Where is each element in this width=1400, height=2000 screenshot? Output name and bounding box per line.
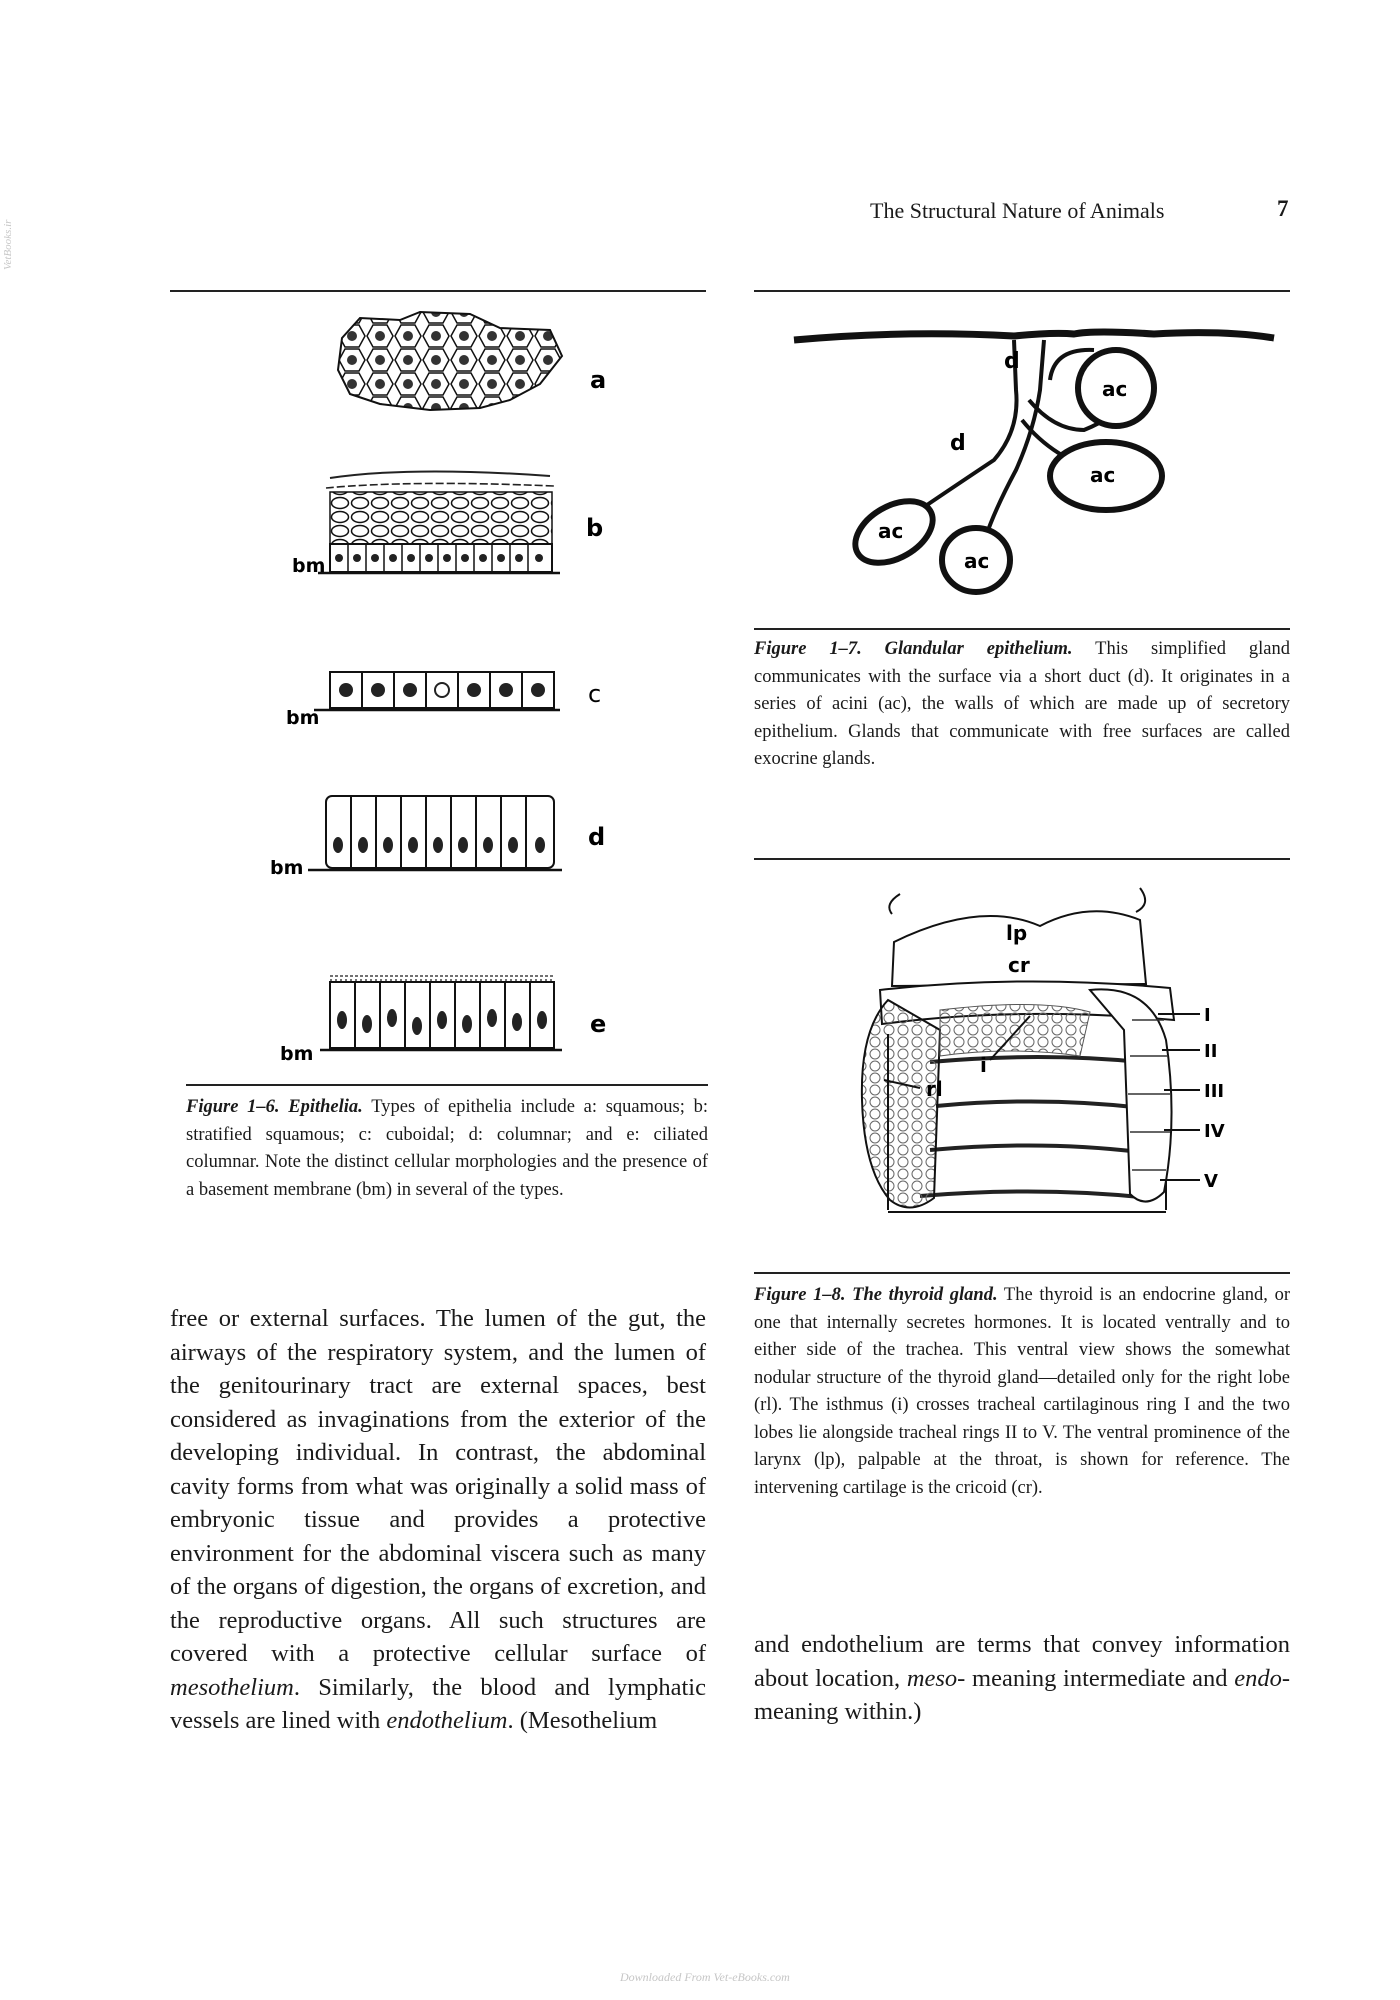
term-meso: meso-: [906, 1664, 966, 1692]
body-right-part-2: meaning intermediate and: [972, 1664, 1228, 1692]
figure-1-6-caption-text: Types of epithelia include a: squamous; b: stratified squamous; c: cuboidal; d: columnar; and e: ciliated columnar. Note the distinct cellular morphologies and the presence of a basement membrane (bm) in several of the types.: [186, 1097, 709, 1200]
label-a: a: [590, 366, 607, 394]
body-text-left-column: [170, 1302, 706, 1738]
label-cr: cr: [1008, 953, 1030, 977]
label-ring-V: V: [1204, 1171, 1218, 1192]
figure-1-6-epithelia: [170, 300, 706, 1080]
figure-1-8-caption-rule: [754, 1272, 1290, 1274]
label-e: e: [590, 1010, 607, 1038]
figure-1-8-caption: [754, 1282, 1290, 1502]
label-bm-b: bm: [292, 555, 326, 577]
side-watermark: VetBooks.ir: [2, 219, 14, 270]
label-ac-1: ac: [1102, 377, 1128, 401]
figure-1-6-caption: [186, 1094, 708, 1204]
label-ac-3: ac: [878, 519, 904, 543]
figure-1-7-caption: [754, 636, 1290, 774]
term-mesothelium: mesothelium: [170, 1673, 294, 1701]
body-right-part-1: and endothelium are terms that convey information about location,: [754, 1631, 1290, 1692]
figure-1-7-glandular-epithelium: [754, 300, 1290, 610]
body-left-part-1: free or external surfaces. The lumen of the gut, the airways of the respiratory system, and the lumen of the genitourinary tract are external spaces, best considered as invaginations from the exterior of the developing individual. In contrast, the abdominal cavity forms from what was originally a solid mass of embryonic tissue and provides a protective environment for the abdominal viscera such as many of the organs of digestion, the organs of excretion, and the reproductive organs. All such structures are covered with a protective cellular surface of: [170, 1305, 706, 1667]
figure-1-8-caption-text: The thyroid is an endocrine gland, or one that internally secretes hormones. It is located ventrally and to either side of the trachea. This ventral view shows the somewhat nodular structure of the thyroid gland—detailed only for the right lobe (rl). The isthmus (i) crosses tracheal cartilaginous ring I and the two lobes lie alongside tracheal rings II to V. The ventral prominence of the larynx (lp), palpable at the throat, is shown for reference. The intervening cartilage is the cricoid (cr).: [754, 1285, 1291, 1498]
label-c: c: [588, 680, 602, 708]
label-bm-d: bm: [270, 857, 304, 879]
label-ring-II: II: [1204, 1041, 1218, 1062]
figure-1-6-caption-rule: [186, 1084, 708, 1086]
label-ac-4: ac: [964, 549, 990, 573]
figure-1-6-top-rule: [170, 290, 706, 292]
epithelium-b-stratified-squamous: [318, 471, 560, 573]
label-bm-e: bm: [280, 1043, 314, 1065]
epithelium-a-squamous: [338, 312, 562, 410]
body-left-part-3: . (Mesothelium: [507, 1707, 658, 1734]
label-rl: rl: [926, 1077, 943, 1101]
term-endothelium: endothelium: [386, 1707, 508, 1734]
label-ac-2: ac: [1090, 463, 1116, 487]
label-lp: lp: [1006, 921, 1028, 945]
label-d-duct-top: d: [1004, 349, 1020, 374]
label-isthmus: i: [980, 1053, 987, 1077]
figure-1-7-caption-text: This simplified gland communicates with the surface via a short duct (d). It originates in a series of acini (ac), the walls of which are made up of secretory epithelium. Glands that communicate with free surfaces are called exocrine glands.: [754, 639, 1291, 769]
figure-1-7-top-rule: [754, 290, 1290, 292]
label-d-duct-mid: d: [950, 431, 966, 456]
epithelium-c-cuboidal: [314, 672, 560, 710]
term-endo: endo-: [1234, 1664, 1290, 1692]
figure-1-7-caption-title: Figure 1–7. Glandular epithelium.: [754, 639, 1073, 659]
epithelium-d-columnar: [308, 796, 562, 870]
epithelium-e-ciliated-columnar: [320, 976, 562, 1050]
body-text-right-column: [754, 1628, 1290, 1729]
figure-1-6-caption-title: Figure 1–6. Epithelia.: [186, 1097, 363, 1117]
label-b: b: [586, 514, 604, 542]
label-ring-IV: IV: [1204, 1121, 1225, 1142]
body-left-part-2: . Similarly, the blood and lymphatic vessels are lined with: [170, 1673, 706, 1734]
figure-1-8-caption-title: Figure 1–8. The thyroid gland.: [754, 1285, 998, 1305]
label-ring-I: I: [1204, 1005, 1211, 1026]
running-head: The Structural Nature of Animals: [870, 198, 1165, 223]
bottom-watermark: Downloaded From Vet-eBooks.com: [620, 1970, 790, 1984]
page-number: 7: [1277, 196, 1289, 221]
label-bm-c: bm: [286, 707, 320, 729]
label-d: d: [588, 823, 606, 851]
body-right-part-3: meaning within.): [754, 1698, 922, 1725]
figure-1-8-thyroid-gland: [840, 880, 1240, 1250]
figure-1-7-caption-rule: [754, 628, 1290, 630]
label-ring-III: III: [1204, 1081, 1225, 1102]
figure-1-8-top-rule: [754, 858, 1290, 860]
